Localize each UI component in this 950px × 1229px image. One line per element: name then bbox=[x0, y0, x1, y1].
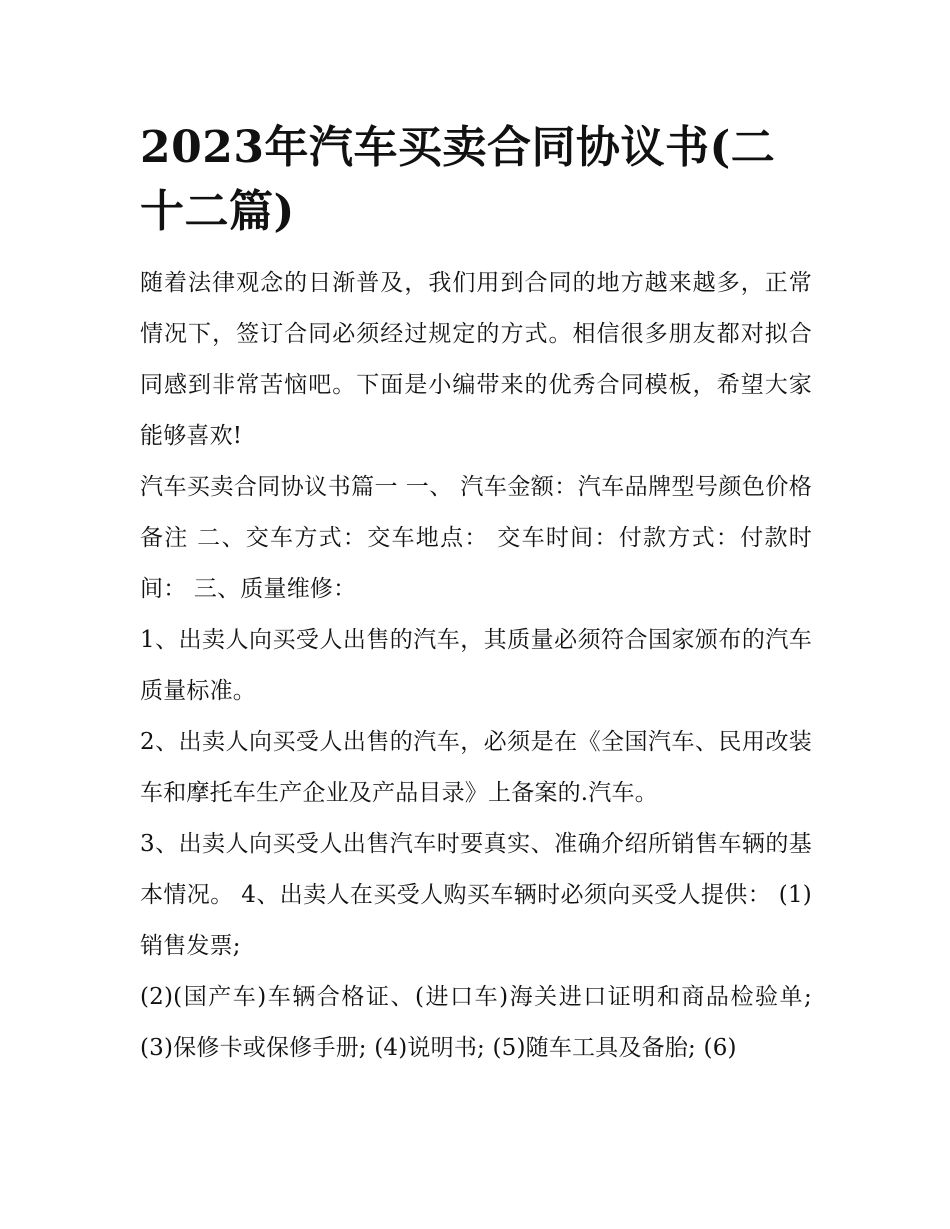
clause-4-items-paragraph: (2)(国产车)车辆合格证、(进口车)海关进口证明和商品检验单; (3)保修卡或保修手册; (4)说明书; (5)随车工具及备胎; (6) bbox=[140, 984, 812, 1061]
document-body bbox=[140, 116, 812, 1074]
contract-section-one-paragraph: 汽车买卖合同协议书篇一 一、 汽车金额：汽车品牌型号颜色价格备注 二、交车方式：交车地点： 交车时间：付款方式：付款时间： 三、质量维修： bbox=[140, 474, 812, 602]
clause-3-4-paragraph: 3、出卖人向买受人出售汽车时要真实、准确介绍所销售车辆的基本情况。 4、出卖人在买受人购买车辆时必须向买受人提供： (1)销售发票; bbox=[140, 831, 812, 959]
document-title: 2023年汽车买卖合同协议书(二十二篇) bbox=[140, 122, 776, 237]
clause-2-paragraph: 2、出卖人向买受人出售的汽车，必须是在《全国汽车、民用改装车和摩托车生产企业及产品目录》上备案的.汽车。 bbox=[140, 729, 812, 806]
clause-1-paragraph: 1、出卖人向买受人出售的汽车，其质量必须符合国家颁布的汽车质量标准。 bbox=[140, 627, 812, 704]
intro-paragraph: 随着法律观念的日渐普及，我们用到合同的地方越来越多，正常情况下，签订合同必须经过规定的方式。相信很多朋友都对拟合同感到非常苦恼吧。下面是小编带来的优秀合同模板，希望大家能够喜欢! bbox=[140, 270, 812, 449]
